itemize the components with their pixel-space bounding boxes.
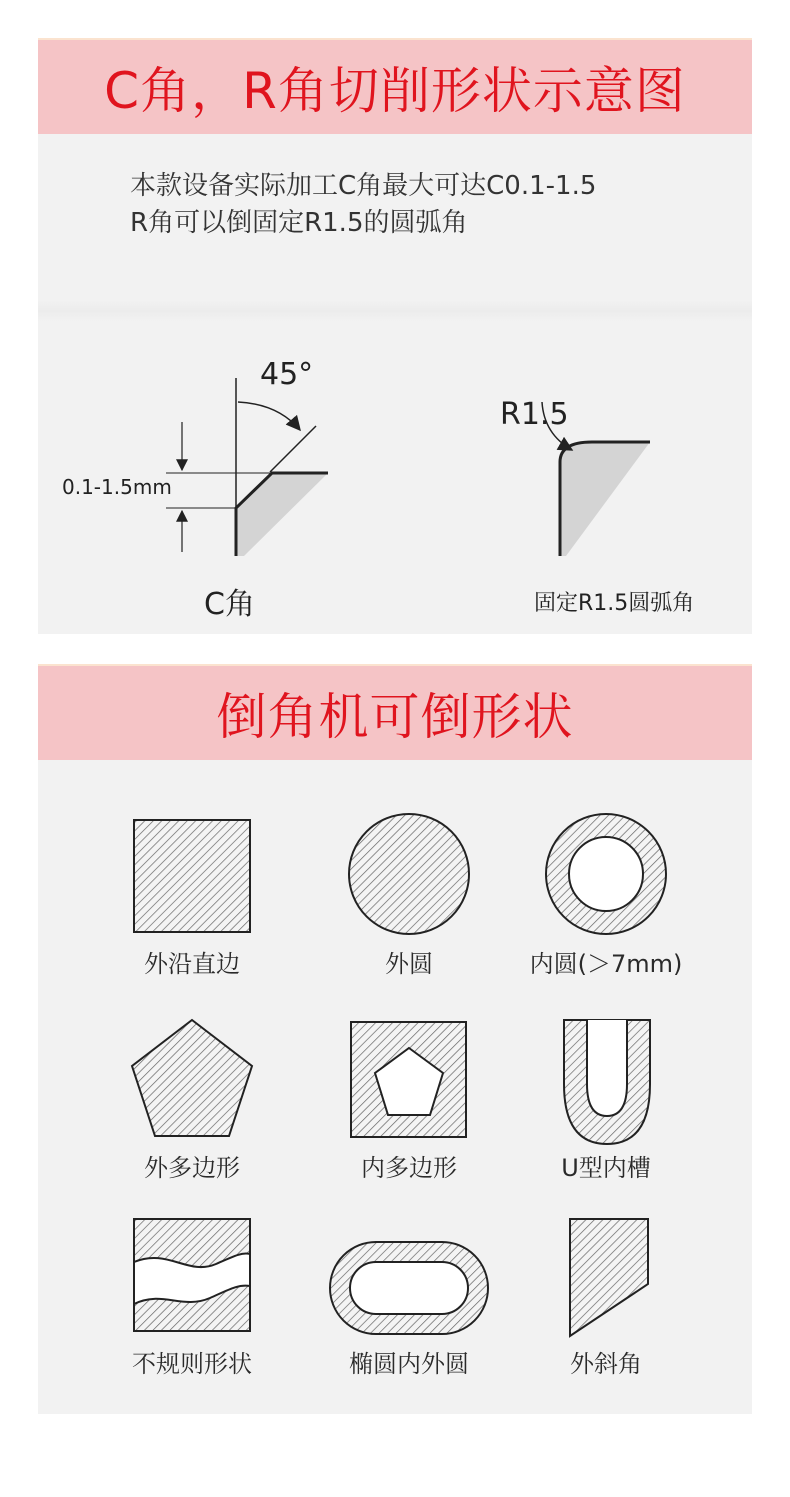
shapes-grid	[38, 664, 752, 1414]
section-title: 倒角机可倒形状	[216, 688, 574, 746]
round-face	[560, 442, 650, 556]
c-angle-diagram	[38, 318, 368, 622]
r-angle-diagram	[438, 338, 738, 616]
pentagon-shape-icon	[132, 1020, 252, 1136]
shape-label: 不规则形状	[132, 1350, 252, 1378]
dimension-label: 0.1-1.5mm	[62, 475, 172, 499]
description-line-2: R角可以倒固定R1.5的圆弧角	[130, 208, 468, 238]
shape-label: 内多边形	[361, 1154, 457, 1182]
shape-label: 外多边形	[144, 1154, 240, 1182]
section-header	[38, 38, 752, 134]
u-groove-shape-icon	[564, 1020, 650, 1144]
shape-label: 内圆(＞7mm)	[529, 950, 683, 978]
circle-shape-icon	[349, 814, 469, 934]
shapes-panel	[38, 664, 752, 1414]
shape-label: U型内槽	[561, 1154, 651, 1182]
inner-pentagon-shape-icon	[351, 1022, 466, 1137]
description	[130, 168, 596, 242]
description-line-1: 本款设备实际加工C角最大可达C0.1-1.5	[130, 171, 597, 201]
shape-label: 椭圆内外圆	[349, 1350, 469, 1378]
radius-label: R1.5	[500, 397, 569, 432]
shape-label: 外沿直边	[144, 950, 240, 978]
square-shape-icon	[134, 820, 250, 932]
bevel-shape-icon	[570, 1219, 648, 1336]
ring-shape-icon	[546, 814, 666, 934]
bevel-face	[236, 473, 328, 556]
angle-label: 45°	[260, 357, 314, 392]
section-title: C角，R角切削形状示意图	[104, 62, 686, 120]
cutting-shape-panel	[38, 38, 752, 634]
r-angle-caption: 固定R1.5圆弧角	[534, 591, 695, 616]
oval-ring-shape-icon	[330, 1242, 488, 1334]
shape-label: 外圆	[385, 950, 433, 978]
shape-label: 外斜角	[570, 1350, 642, 1378]
irregular-shape-icon	[134, 1219, 250, 1331]
c-angle-caption: C角	[204, 587, 255, 622]
